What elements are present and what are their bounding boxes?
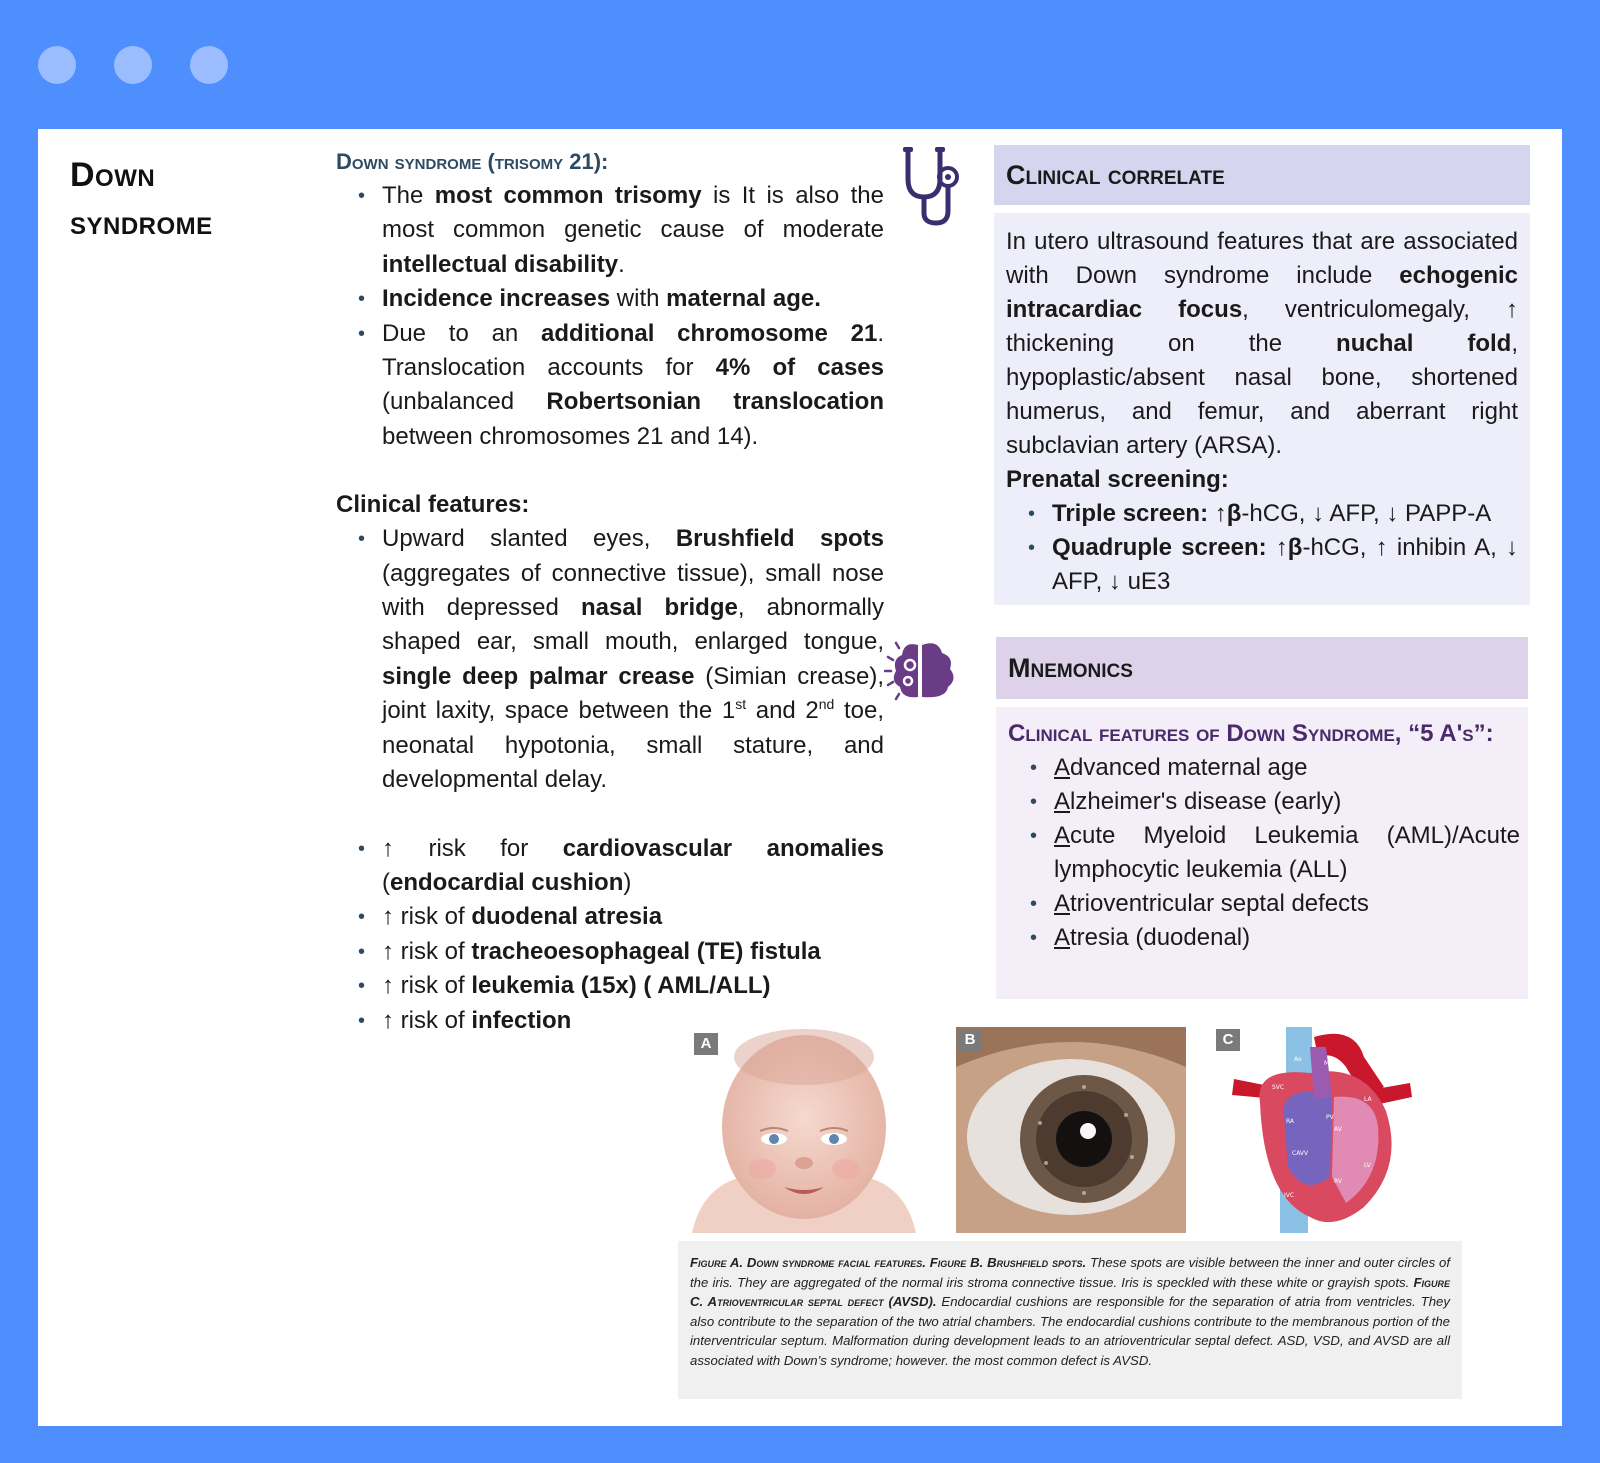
mnemonics-list: [1008, 751, 1520, 955]
heart-label-ivc: IVC: [1284, 1192, 1295, 1199]
list-item: • ↑ risk of leukemia (15x) ( AML/ALL): [336, 969, 884, 1003]
figure-a: [692, 1027, 916, 1233]
list-item: • Incidence increases with maternal age.: [336, 282, 884, 316]
list-item: • ↑ risk of infection: [336, 1004, 884, 1038]
heart-label-ao: Ao: [1294, 1056, 1302, 1063]
section-title-line-1: Down: [70, 156, 156, 194]
figure-a-label: A: [694, 1033, 718, 1055]
main-content: [336, 147, 884, 1038]
list-item: • Advanced maternal age: [1008, 751, 1520, 785]
figure-c-label: C: [1216, 1029, 1240, 1051]
list-item: • Atrioventricular septal defects: [1008, 887, 1520, 921]
list-item: • Alzheimer's disease (early): [1008, 785, 1520, 819]
list-item: • Atresia (duodenal): [1008, 921, 1520, 955]
document-page: [38, 129, 1562, 1426]
stethoscope-icon: [898, 145, 970, 229]
mnemonics-heading: Clinical features of Down Syndrome, “5 A's”:: [1008, 720, 1494, 747]
clinical-correlate-text: In utero ultrasound features that are associated with Down syndrome include echogenic intracardiac focus, ventriculomegaly, ↑ thickening on the nuchal fold, hypoplastic/absent nasal bone, shortened humerus, and femur, and aberrant right subclavian artery (ARSA).: [1006, 228, 1518, 459]
mnemonics-header: Mnemonics: [996, 637, 1528, 699]
risk-list: [336, 832, 884, 1038]
clinical-correlate-header: Clinical correlate: [994, 145, 1530, 205]
figure-c: [1214, 1027, 1424, 1233]
list-item: • The most common trisomy is It is also the most common genetic cause of moderate intellectual disability.: [336, 179, 884, 282]
mnemonics-body: [996, 707, 1528, 999]
section-title-line-2: syndrome: [70, 204, 213, 242]
heart-label-lv: LV: [1364, 1162, 1371, 1169]
prenatal-screening-heading: Prenatal screening:: [1006, 466, 1229, 493]
heart-label-la: LA: [1364, 1096, 1372, 1103]
list-item: • Triple screen: ↑β-hCG, ↓ AFP, ↓ PAPP-A: [1006, 497, 1518, 531]
brushfield-eye-photo: [956, 1027, 1186, 1233]
heart-label-ra: RA: [1286, 1118, 1295, 1125]
list-item: • ↑ risk of duodenal atresia: [336, 900, 884, 934]
list-item: • Upward slanted eyes, Brushfield spots (aggregates of connective tissue), small nose with depressed nasal bridge, abnormally shaped ear, small mouth, enlarged tongue, single deep palmar crease (Simian crease), joint laxity, space between the 1st and 2nd toe, neonatal hypotonia, small stature, and developmental delay.: [336, 522, 884, 797]
figure-panel: [692, 1027, 1492, 1233]
baby-face-illustration: [692, 1027, 916, 1233]
heart-label-rv: RV: [1334, 1178, 1342, 1185]
clinical-features-list: [336, 522, 884, 797]
screening-list: [1006, 497, 1518, 599]
figure-b-label: B: [958, 1029, 982, 1051]
list-item: • ↑ risk for cardiovascular anomalies (endocardial cushion): [336, 832, 884, 901]
heart-label-cavv: CAVV: [1292, 1150, 1309, 1157]
list-item: • ↑ risk of tracheoesophageal (TE) fistula: [336, 935, 884, 969]
list-item: • Acute Myeloid Leukemia (AML)/Acute lymphocytic leukemia (ALL): [1008, 819, 1520, 887]
main-heading: Down syndrome (trisomy 21):: [336, 149, 609, 174]
heart-label-svc: SVC: [1272, 1084, 1285, 1091]
window-controls: [38, 46, 228, 84]
list-item: • Due to an additional chromosome 21. Translocation accounts for 4% of cases (unbalanced Robertsonian translocation between chromosomes 21 and 14).: [336, 317, 884, 455]
window-dot-3[interactable]: [190, 46, 228, 84]
clinical-features-heading: Clinical features:: [336, 491, 530, 519]
avsd-heart-diagram: [1214, 1027, 1424, 1233]
heart-label-mpa: MPA: [1324, 1060, 1337, 1067]
intro-list: [336, 179, 884, 454]
heart-label-av: AV: [1334, 1126, 1342, 1133]
section-title: [70, 151, 290, 247]
window-dot-1[interactable]: [38, 46, 76, 84]
heart-label-pv: PV: [1326, 1114, 1334, 1121]
figure-caption: Figure A. Down syndrome facial features. Figure B. Brushfield spots. These spots are visible between the inner and outer circles of the iris. They are aggregated of the normal iris stroma connective tissue. Iris is speckled with these white or grayish spots. Figure C. Atrioventricular septal defect (AVSD). Endocardial cushions are responsible for the separation of atria from ventricles. They also contribute to the separation of the two atrial chambers. The endocardial cushions contribute to the membranous portion of the interventricular septum. Malformation during development leads to an atrioventricular septal defect. ASD, VSD, and AVSD are all associated with Down’s syndrome; however. the most common defect is AVSD.: [678, 1241, 1462, 1399]
window-dot-2[interactable]: [114, 46, 152, 84]
figure-b: [956, 1027, 1186, 1233]
list-item: • Quadruple screen: ↑β-hCG, ↑ inhibin A, ↓ AFP, ↓ uE3: [1006, 531, 1518, 599]
clinical-correlate-body: [994, 213, 1530, 605]
brain-icon: [884, 637, 964, 703]
